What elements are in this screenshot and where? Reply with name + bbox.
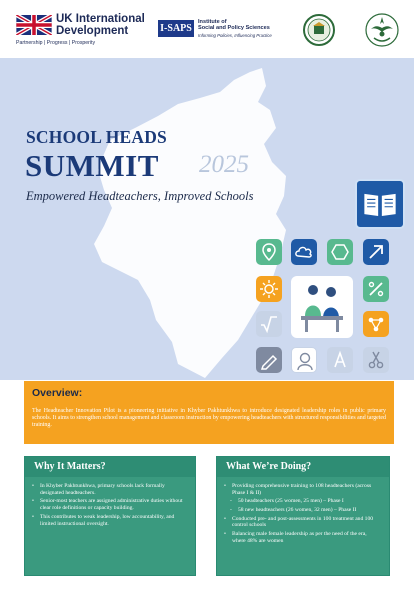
what-we-are-doing-body bbox=[217, 477, 389, 575]
scissors-icon bbox=[363, 347, 389, 373]
pencil-icon bbox=[256, 347, 282, 373]
hero-tagline: Empowered Headteachers, Improved Schools bbox=[26, 189, 254, 203]
isaps-tagline: Informing Policies, Influencing Practice bbox=[198, 33, 272, 38]
arrow-up-right-icon bbox=[363, 239, 389, 265]
uk-title-line1: UK International bbox=[56, 13, 145, 25]
isaps-name-line1: Institute of bbox=[198, 19, 227, 25]
percent-icon bbox=[363, 276, 389, 302]
list-item: • Conducted pre- and post-assessments in 100 treatment and 100 control schools bbox=[223, 516, 381, 530]
what-we-are-doing-card bbox=[216, 456, 390, 576]
square-root-icon bbox=[256, 311, 282, 337]
kp-government-seal-icon bbox=[364, 12, 400, 48]
molecule-icon bbox=[363, 311, 389, 337]
hexagon-icon bbox=[327, 239, 353, 265]
why-it-matters-title: Why It Matters? bbox=[25, 457, 195, 477]
title-school-heads: SCHOOL HEADS bbox=[26, 127, 167, 147]
overview-text: The Headteacher Innovation Pilot is a pioneering initiative in Khyber Pakhtunkhwa to introduce designated leadership roles in public primary schools. It aims to strengthen school management and classroom instruction by empowering headteachers with structured responsibilities and targeted training. bbox=[32, 408, 386, 429]
overview-section bbox=[24, 381, 394, 444]
location-pin-icon bbox=[256, 239, 282, 265]
sun-icon bbox=[256, 276, 282, 302]
isaps-name bbox=[198, 19, 308, 31]
list-item: • This contributes to weak leadership, low accountability, and limited instructional oversight. bbox=[31, 514, 187, 528]
list-item: • Providing comprehensive training to 108 headteachers (across Phase I & II) bbox=[223, 483, 381, 497]
list-item: • Balancing male female leadership as per the need of the era, where 48% are women bbox=[223, 531, 381, 545]
what-we-are-doing-title: What We’re Doing? bbox=[217, 457, 389, 477]
why-it-matters-card bbox=[24, 456, 196, 576]
why-it-matters-body bbox=[25, 477, 195, 575]
uk-aid-tagline: Partnership | Progress | Prosperity bbox=[16, 40, 96, 46]
hero-banner bbox=[0, 58, 414, 380]
list-sub-item: - 58 new headteachers (26 women, 32 men) – Phase II bbox=[223, 507, 381, 514]
teacher-avatar-icon bbox=[291, 347, 317, 373]
title-summit: SUMMIT bbox=[25, 148, 159, 183]
list-item: • In Khyber Pakhtunkhwa, primary schools lack formally designated headteachers. bbox=[31, 483, 187, 497]
book-icon bbox=[355, 179, 405, 229]
overview-title: Overview: bbox=[32, 387, 83, 399]
uk-aid-logo-text bbox=[56, 13, 145, 37]
letter-a-icon bbox=[327, 347, 353, 373]
isaps-logo: I-SAPS bbox=[158, 20, 194, 37]
uk-flag-icon bbox=[16, 15, 52, 35]
list-item: • Senior-most teachers are assigned administrative duties without clear role definitions or capacity building. bbox=[31, 498, 187, 512]
isaps-name-line2: Social and Policy Sciences bbox=[198, 25, 270, 32]
education-department-seal-icon bbox=[303, 14, 335, 46]
cloud-icon bbox=[291, 239, 317, 265]
list-sub-item: - 50 headteachers (25 women, 25 men) – Phase I bbox=[223, 498, 381, 505]
uk-title-line2: Development bbox=[56, 25, 129, 37]
title-year: 2025 bbox=[199, 151, 249, 178]
header-logos bbox=[0, 0, 414, 58]
students-illustration bbox=[291, 276, 353, 338]
